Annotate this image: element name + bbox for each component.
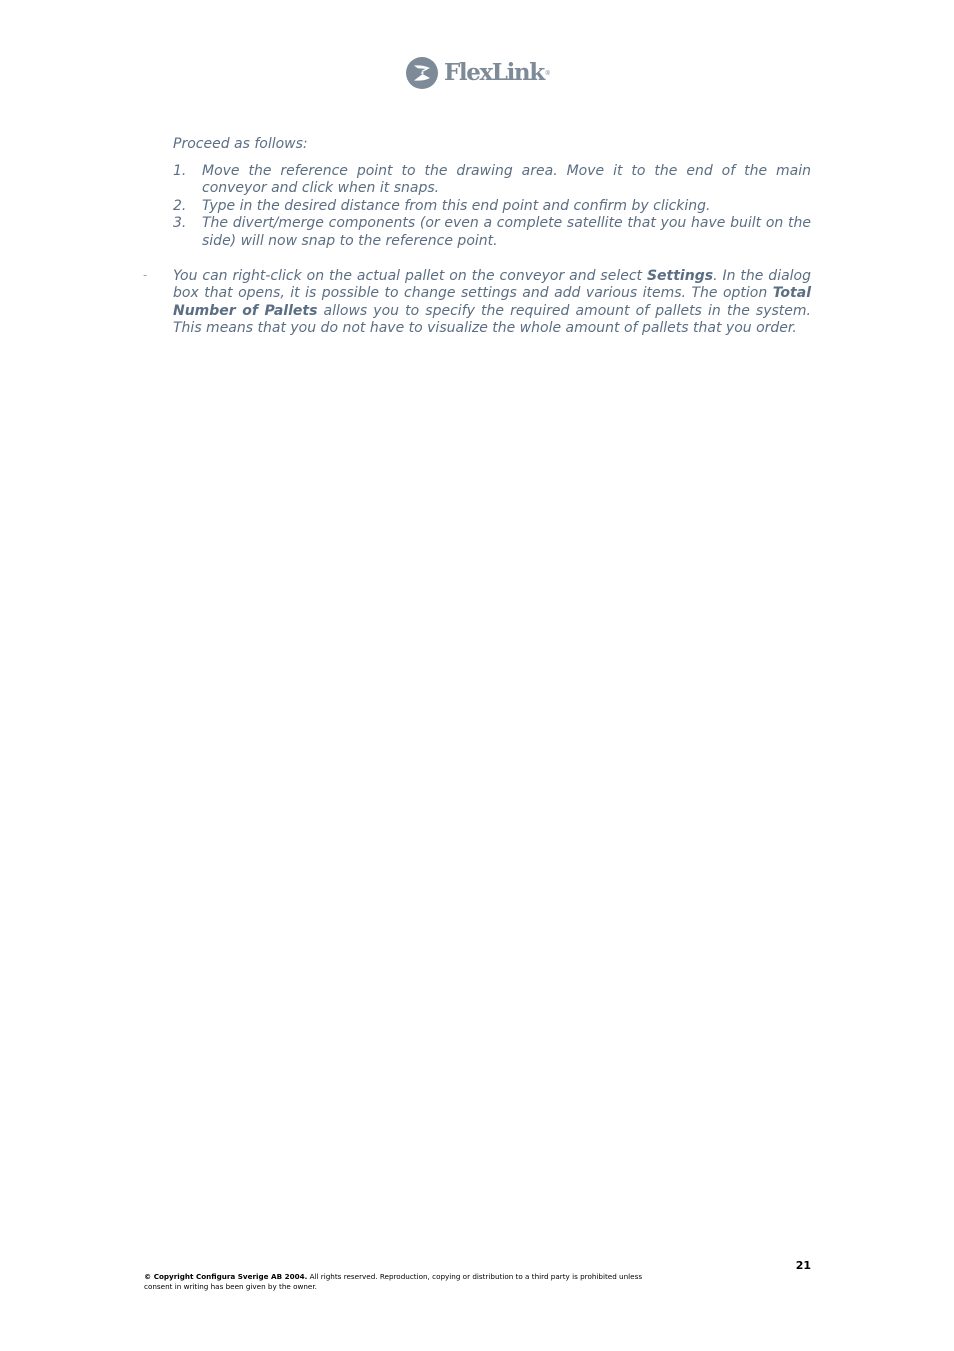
bullet-text: allows you to specify the required amount of pallets in the system. This means that you do not have to visualize the whole amount of pallets that you order. [173, 302, 811, 337]
bullet-text: You can right-click on the actual pallet on the conveyor and select [173, 267, 647, 284]
document-body [143, 136, 812, 352]
step-item [173, 215, 811, 250]
registered-mark: ® [544, 70, 551, 77]
step-item [173, 163, 811, 198]
step-text: Type in the desired distance from this end point and confirm by clicking. [202, 197, 711, 214]
flexlink-logo [405, 56, 551, 90]
flexlink-emblem-icon [405, 56, 439, 90]
steps-list [173, 163, 811, 251]
bullet-marker: - [143, 267, 148, 282]
copyright-footer [144, 1272, 744, 1292]
copyright-text: All rights reserved. Reproduction, copying or distribution to a third party is prohibited unless [307, 1272, 643, 1281]
intro-text: Proceed as follows: [173, 136, 308, 152]
step-text: The divert/merge components (or even a complete satellite that you have built on the side) will now snap to the reference point. [202, 215, 811, 249]
step-number: 1. [173, 162, 187, 179]
step-item [173, 198, 811, 216]
copyright-text: consent in writing has been given by the owner. [144, 1282, 317, 1291]
bullet-text: . In the dialog box that opens, it is possible to change settings and add various items. The option [173, 267, 812, 302]
page-number: 21 [795, 1259, 811, 1272]
settings-bullet [143, 267, 812, 338]
step-number: 2. [173, 197, 187, 214]
total-pallets-term: Total Number of Pallets [173, 285, 811, 319]
settings-term: Settings [646, 267, 714, 284]
copyright-holder: © Copyright Configura Sverige AB 2004. [144, 1272, 308, 1281]
step-text: Move the reference point to the drawing area. Move it to the end of the main conveyor and click when it snaps. [202, 162, 811, 197]
step-number: 3. [173, 215, 187, 232]
logo-wordmark: FlexLink ® [444, 56, 544, 90]
